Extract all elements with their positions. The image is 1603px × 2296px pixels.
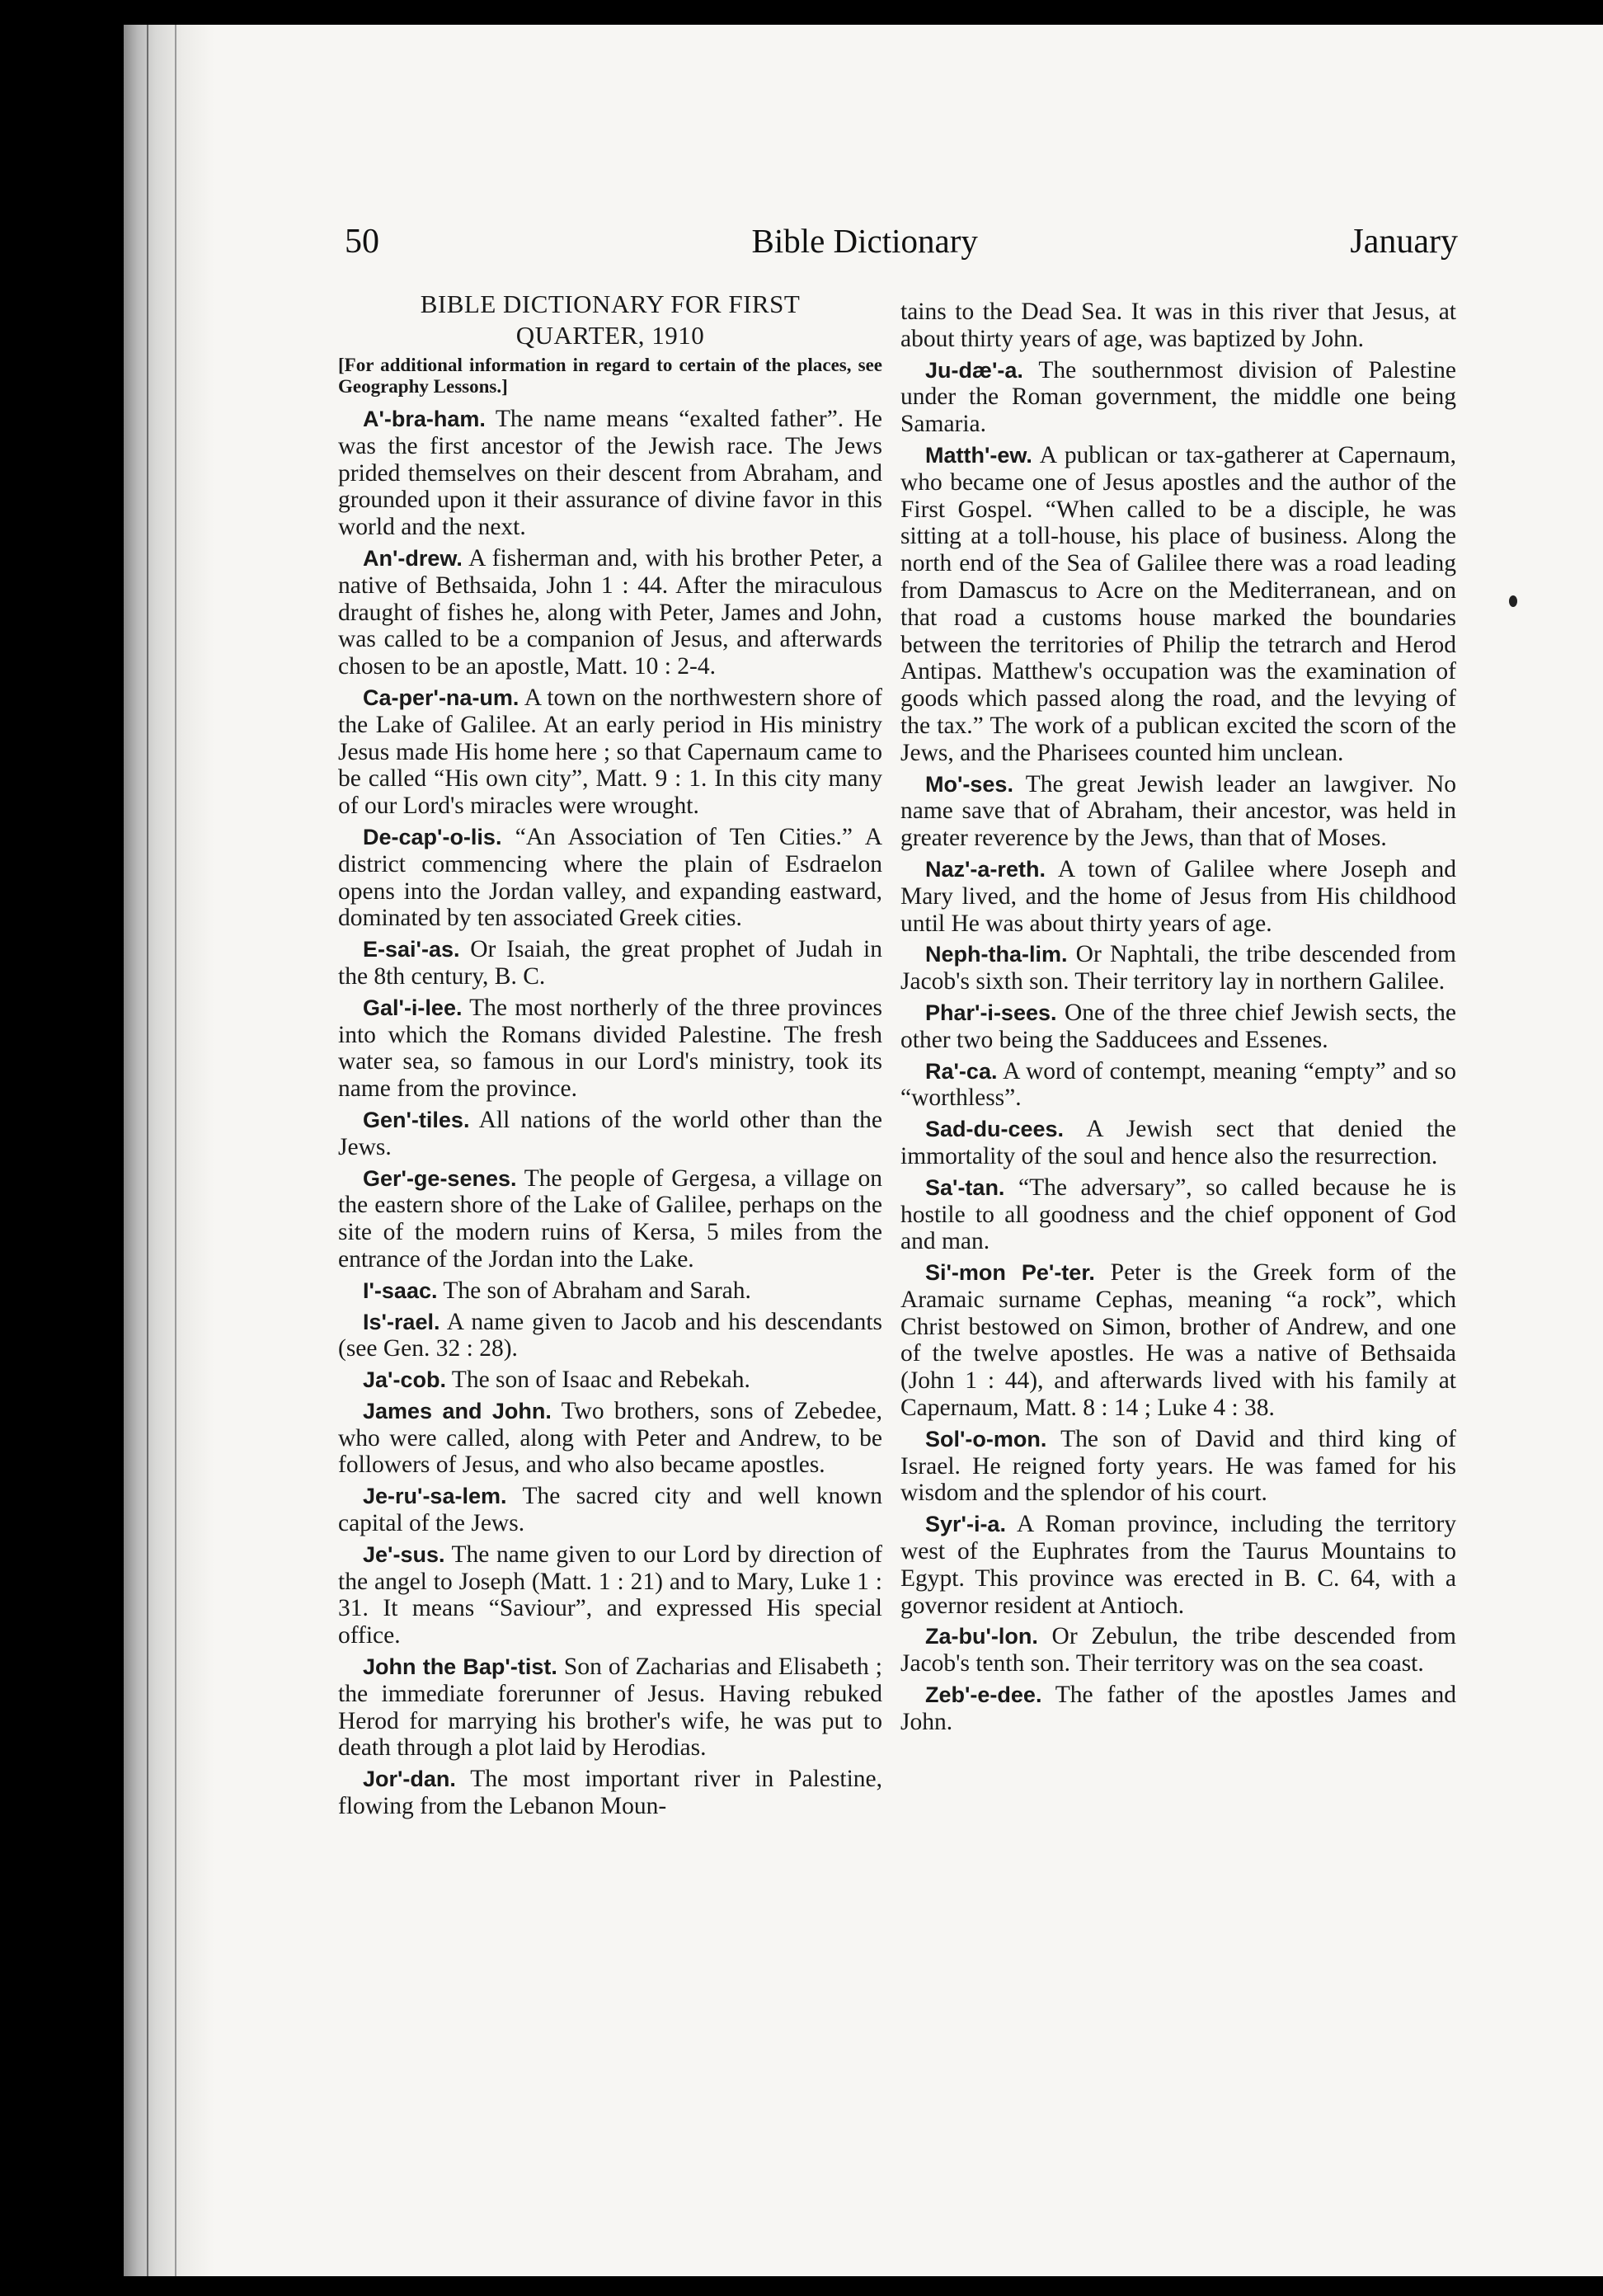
entry-definition: “An Association of Ten Cities.” A district commencing where the plain of Esdraelon opens into the Jordan valley, and expanding eastward, dominated by ten associated Greek cities. <box>338 823 882 932</box>
running-header <box>345 221 1458 271</box>
dictionary-entry <box>900 1259 1456 1422</box>
entry-term: Ra'-ca. <box>925 1058 998 1084</box>
binding-edge <box>124 25 214 2276</box>
entry-definition: Two brothers, sons of Zebedee, who were called, along with Peter and Andrew, to be followers of Jesus, and who also became apostles. <box>338 1397 883 1479</box>
entry-term: I'-saac. <box>363 1277 438 1303</box>
entry-term: Sad-du-cees. <box>925 1117 1065 1142</box>
entry-definition: All nations of the world other than the Jews. <box>338 1106 882 1160</box>
entry-term: Gen'-tiles. <box>363 1107 470 1132</box>
dictionary-entry <box>338 1277 882 1305</box>
entry-definition: Or Zebulun, the tribe descended from Jacob's tenth son. Their territory was on the sea coast. <box>900 1623 1456 1677</box>
entry-term: Je'-sus. <box>363 1541 445 1567</box>
dictionary-entry <box>900 1426 1456 1507</box>
entry-term: Za-bu'-lon. <box>925 1624 1038 1649</box>
dictionary-entry <box>900 1174 1456 1255</box>
entry-definition: The son of David and third king of Israel. He reigned forty years. He was famed for his wisdom and the splendor of his court. <box>900 1425 1456 1507</box>
entry-term: Ger'-ge-senes. <box>363 1165 517 1191</box>
dictionary-entry <box>338 1367 882 1394</box>
entry-definition: Or Naphtali, the tribe descended from Jacob's sixth son. Their territory lay in northern Galilee. <box>900 941 1456 995</box>
dictionary-entry <box>900 442 1456 767</box>
entry-term: Naz'-a-reth. <box>925 856 1046 882</box>
dictionary-entry <box>900 1000 1456 1054</box>
dictionary-entry <box>900 856 1456 937</box>
entry-term: James and John. <box>363 1398 552 1423</box>
dictionary-entry <box>900 1623 1456 1677</box>
entry-term: Je-ru'-sa-lem. <box>363 1484 507 1509</box>
entry-continuation: tains to the Dead Sea. It was in this river that Jesus, at about thirty years of age, was baptized by John. <box>900 299 1456 352</box>
entry-term: Jor'-dan. <box>363 1767 456 1792</box>
entry-term: Si'-mon Pe'-ter. <box>925 1260 1095 1286</box>
entry-term: Phar'-i-sees. <box>925 1000 1057 1025</box>
entry-term: Neph-tha-lim. <box>925 942 1068 967</box>
entry-term: A'-bra-ham. <box>363 407 486 431</box>
entry-definition: A fisherman and, with his brother Peter, a native of Bethsaida, John 1 : 44. After the miraculous draught of fishes he, along with Peter, James and John, was called to be a companion of Jesus, and afterwards chosen to be an apostle, Matt. 10 : 2-4. <box>338 544 882 680</box>
left-column <box>338 289 882 1824</box>
dictionary-entry <box>900 771 1456 852</box>
dictionary-entry <box>900 357 1456 438</box>
entry-definition: Peter is the Greek form of the Aramaic surname Cephas, meaning “a rock”, which Christ bestowed on Simon, brother of Andrew, and one of the twelve apostles. He was a native of Bethsaida (John 1 : 44), and afterwards lived with his family at Capernaum, Matt. 8 : 14 ; Luke 4 : 38. <box>900 1259 1456 1422</box>
running-title: Bible Dictionary <box>751 222 978 260</box>
dictionary-entry <box>338 406 882 541</box>
entry-term: De-cap'-o-lis. <box>363 824 502 849</box>
entry-term: Sol'-o-mon. <box>925 1426 1047 1451</box>
dictionary-entry <box>338 1398 882 1479</box>
entry-definition: The father of the apostles James and John. <box>900 1682 1456 1735</box>
dictionary-entry <box>338 545 882 680</box>
entry-term: Gal'-i-lee. <box>363 995 463 1020</box>
entry-definition: A town on the northwestern shore of the Lake of Galilee. At an early period in His ministry Jesus made His home here ; so that Capernaum came to be called “His own city”, Matt. 9 : 1. In this city many of our Lord's miracles were wrought. <box>338 684 882 820</box>
dictionary-entry <box>338 824 882 932</box>
section-title <box>338 289 882 351</box>
section-note: [For additional information in regard to certain of the places, see Geography Lessons.] <box>338 355 882 397</box>
entry-definition: A publican or tax-gatherer at Capernaum, who became one of Jesus apostles and the author of the First Gospel. “When called to be a disciple, he was sitting at a toll-house, his place of business. Along the north end of the Sea of Galilee there was a road leading from Damascus to Acre on the Mediterranean, and on that road a customs house marked the boundaries between the territories of Philip the tetrarch and Herod Antipas. Matthew's occupation was the examination of goods which passed along the road, and the levying of the tax.” The work of a publican excited the scorn of the Jews, and the Pharisees counted him unclean. <box>900 441 1456 766</box>
entry-definition: Son of Zacharias and Elisabeth ; the immediate forerunner of Jesus. Having rebuked Herod for marrying his brother's wife, he was put to death through a plot laid by Herodias. <box>338 1654 882 1762</box>
entry-definition: One of the three chief Jewish sects, the other two being the Sadducees and Essenes. <box>900 999 1456 1053</box>
dictionary-entry <box>900 1116 1456 1170</box>
entry-term: Ja'-cob. <box>363 1367 446 1393</box>
entry-definition: The southernmost division of Palestine under the Roman government, the middle one being Samaria. <box>900 356 1456 438</box>
dictionary-entry <box>338 1766 882 1820</box>
dictionary-entry <box>338 1483 882 1537</box>
entry-definition: A word of contempt, meaning “empty” and so “worthless”. <box>900 1057 1456 1112</box>
dictionary-entry <box>338 1309 882 1363</box>
entry-definition: “The adversary”, so called because he is hostile to all goodness and the chief opponent of God and man. <box>900 1174 1456 1255</box>
dictionary-entry <box>900 1058 1456 1113</box>
dictionary-entry <box>338 1541 882 1649</box>
entry-term: Mo'-ses. <box>925 771 1013 797</box>
entry-definition: The son of Isaac and Rebekah. <box>445 1367 750 1394</box>
dictionary-entry <box>338 936 882 990</box>
entry-definition: A Jewish sect that denied the immortality of the soul and hence also the resurrection. <box>900 1116 1456 1169</box>
running-month: January <box>1350 223 1458 261</box>
entry-term: E-sai'-as. <box>363 937 460 962</box>
dictionary-entry <box>338 1165 882 1273</box>
entry-term: Is'-rael. <box>363 1309 440 1334</box>
entry-term: Zeb'-e-dee. <box>925 1682 1042 1708</box>
dictionary-entry <box>900 1511 1456 1619</box>
right-column <box>900 299 1456 1740</box>
entry-definition: The people of Gergesa, a village on the eastern shore of the Lake of Galilee, perhaps on the site of the modern ruins of Kersa, 5 miles from the entrance of the Jordan into the Lake. <box>338 1164 882 1273</box>
entry-definition: Or Isaiah, the great prophet of Judah in the 8th century, B. C. <box>338 936 882 990</box>
section-title-line-2: QUARTER, 1910 <box>515 321 705 350</box>
dictionary-entry <box>900 941 1456 995</box>
entry-definition: The most important river in Palestine, flowing from the Lebanon Moun- <box>338 1766 882 1820</box>
entry-definition: The sacred city and well known capital of the Jews. <box>338 1483 882 1537</box>
entry-term: An'-drew. <box>363 545 463 571</box>
entry-definition: The great Jewish leader an lawgiver. No name save that of Abraham, their ancestor, was held in greater reverence by the Jews, than that of Moses. <box>900 770 1456 852</box>
entry-term: Syr'-i-a. <box>925 1512 1006 1537</box>
entry-definition: A name given to Jacob and his descendants (see Gen. 32 : 28). <box>338 1308 882 1362</box>
dictionary-entry <box>900 1682 1456 1736</box>
entry-definition: A town of Galilee where Joseph and Mary lived, and the home of Jesus from His childhood until He was about thirty years of age. <box>900 855 1456 937</box>
dictionary-entry <box>338 995 882 1103</box>
section-title-line-1: BIBLE DICTIONARY FOR FIRST <box>420 289 801 318</box>
entry-definition: A Roman province, including the territory west of the Euphrates from the Taurus Mountains to Egypt. This province was erected in B. C. 64, with a governor resident at Antioch. <box>900 1511 1456 1619</box>
margin-mark <box>1509 595 1517 607</box>
entry-definition: The most northerly of the three provinces into which the Romans divided Palestine. The fresh water sea, so famous in our Lord's ministry, took its name from the province. <box>338 994 882 1103</box>
entry-term: Ju-dæ'-a. <box>925 357 1023 383</box>
dictionary-entry <box>338 685 882 820</box>
dictionary-entry <box>338 1654 882 1762</box>
page-number: 50 <box>345 223 379 261</box>
entry-term: Matth'-ew. <box>925 442 1032 468</box>
dictionary-entry <box>338 1107 882 1161</box>
entry-definition: The name given to our Lord by direction of the angel to Joseph (Matt. 1 : 21) and to Mary, Luke 1 : 31. It means “Saviour”, and expressed His special office. <box>338 1541 882 1649</box>
entry-term: Sa'-tan. <box>925 1174 1005 1200</box>
entry-term: Ca-per'-na-um. <box>363 685 519 710</box>
entry-term: John the Bap'-tist. <box>363 1654 557 1680</box>
entry-definition: The son of Abraham and Sarah. <box>437 1277 751 1304</box>
entry-definition: The name means “exalted father”. He was the first ancestor of the Jewish race. The Jews prided themselves on their descent from Abraham, and grounded upon it their assurance of divine favor in this world and the next. <box>338 406 882 541</box>
